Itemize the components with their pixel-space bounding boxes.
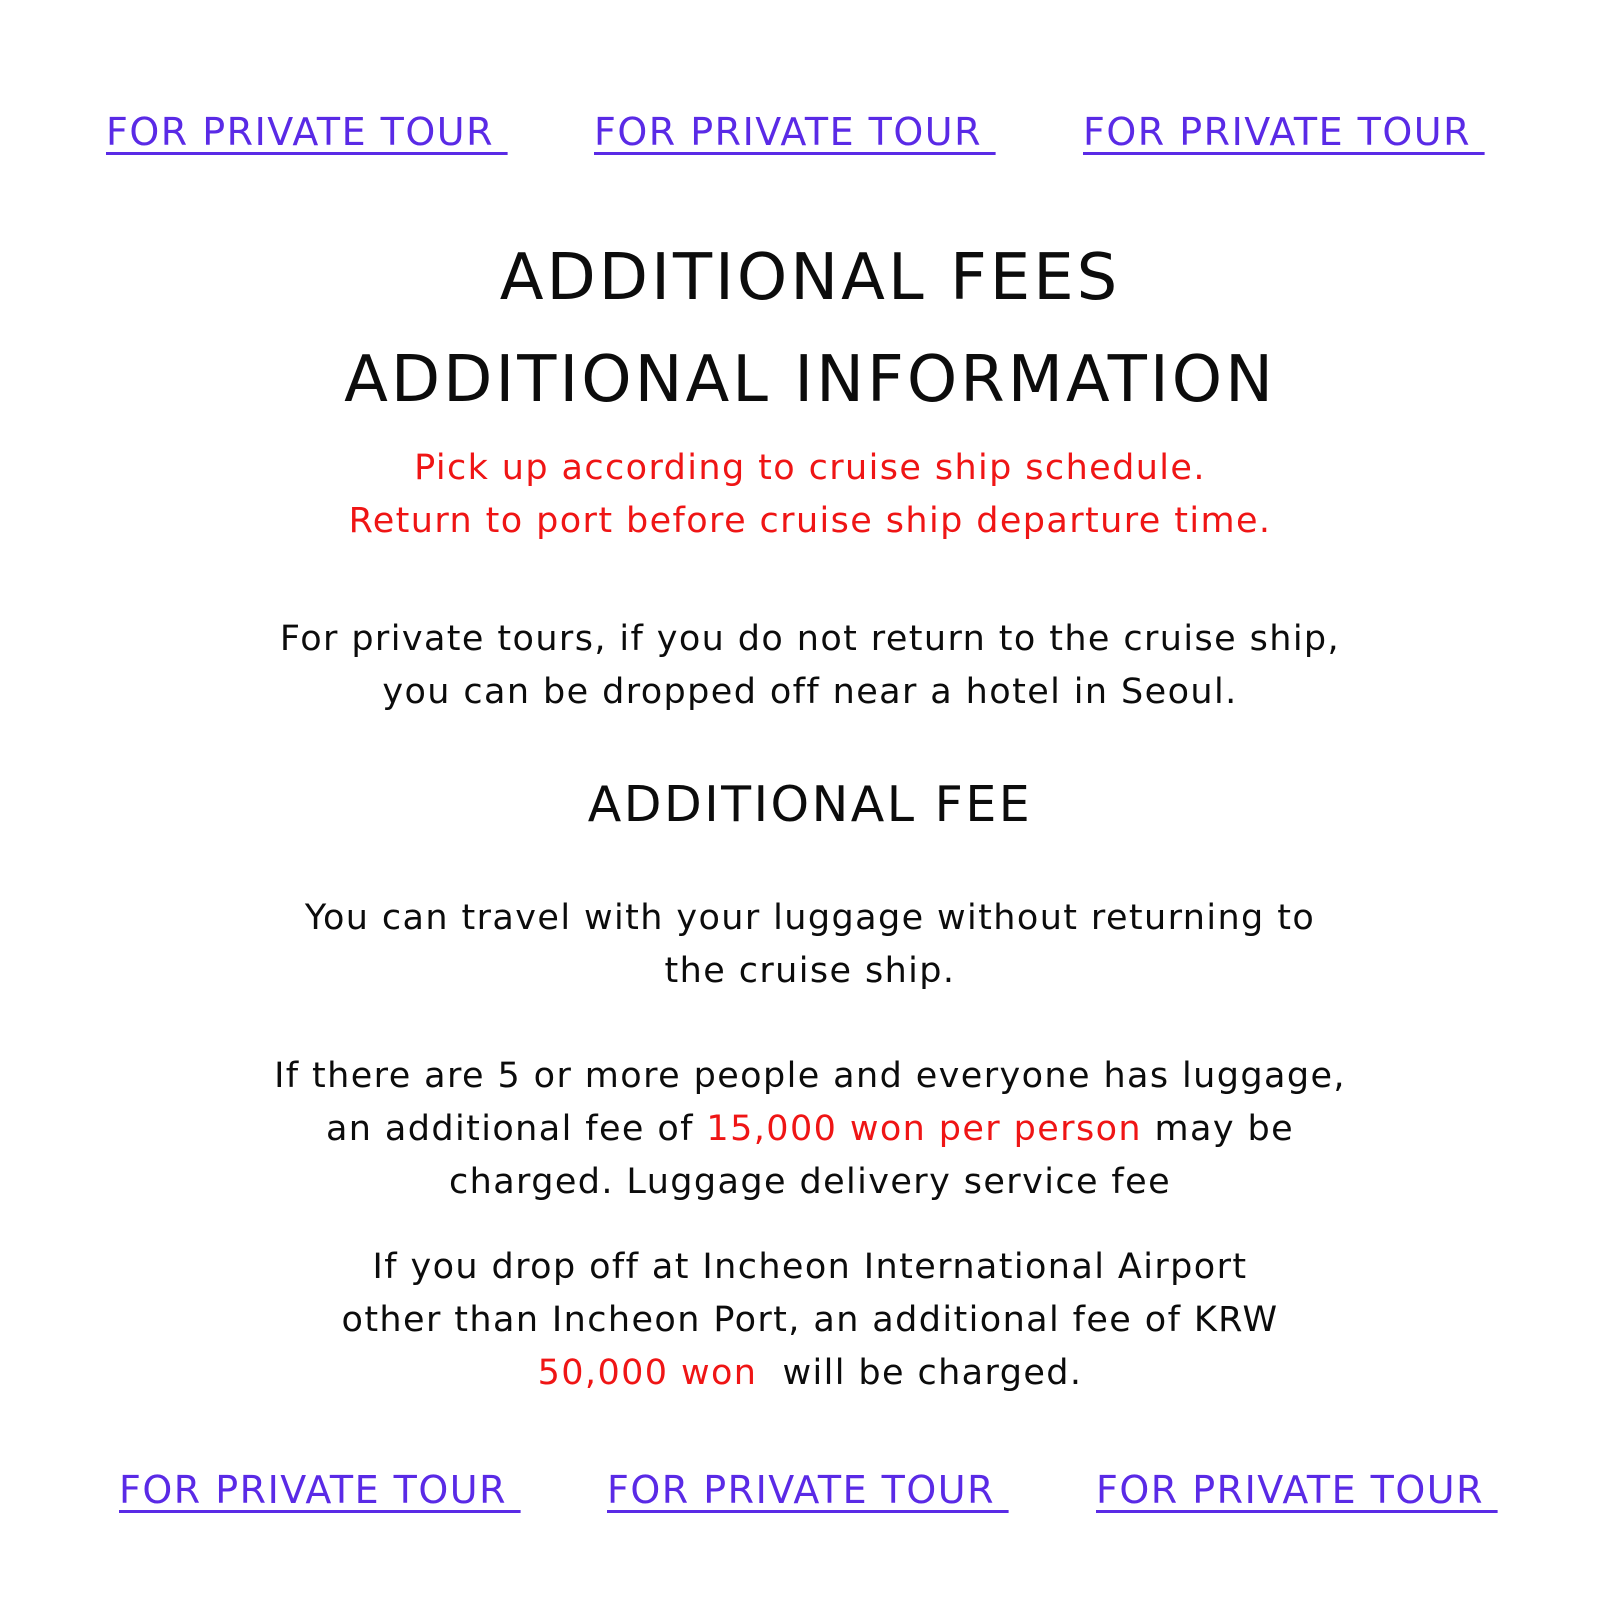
- private-tour-link-1[interactable]: FOR PRIVATE TOUR: [106, 110, 508, 154]
- group-fee-line-2-suffix: may be: [1142, 1109, 1295, 1149]
- top-link-row: [0, 110, 1620, 160]
- schedule-notice-line-2: Return to port before cruise ship departure time.: [348, 501, 1272, 541]
- airport-dropoff-fee: [0, 1241, 1620, 1400]
- luggage-info-line-2: the cruise ship.: [664, 951, 956, 991]
- airport-fee-highlight: 50,000 won: [537, 1353, 758, 1393]
- luggage-info: [0, 892, 1620, 998]
- group-luggage-fee: [0, 1050, 1620, 1209]
- bottom-link-row: [0, 1468, 1620, 1518]
- group-fee-line-2: [0, 1103, 1620, 1156]
- airport-fee-line-3: [0, 1347, 1620, 1400]
- additional-fee-heading: ADDITIONAL FEE: [587, 776, 1033, 833]
- private-tour-link-6[interactable]: FOR PRIVATE TOUR: [1096, 1468, 1498, 1512]
- airport-fee-line-3-suffix: will be charged.: [757, 1353, 1083, 1393]
- group-fee-line-2-prefix: an additional fee of: [325, 1109, 707, 1149]
- group-fee-line-1: If there are 5 or more people and everyone has luggage,: [274, 1056, 1346, 1096]
- schedule-notice: [0, 442, 1620, 548]
- group-fee-line-3: charged. Luggage delivery service fee: [448, 1162, 1172, 1202]
- page-title-information: ADDITIONAL INFORMATION: [344, 343, 1276, 417]
- private-tour-info-line-2: you can be dropped off near a hotel in Seoul.: [382, 672, 1238, 712]
- private-tour-link-5[interactable]: FOR PRIVATE TOUR: [607, 1468, 1009, 1512]
- airport-fee-line-2: other than Incheon Port, an additional fee of KRW: [341, 1300, 1279, 1340]
- luggage-info-line-1: You can travel with your luggage without returning to: [304, 898, 1316, 938]
- private-tour-link-3[interactable]: FOR PRIVATE TOUR: [1083, 110, 1485, 154]
- per-person-fee-highlight: 15,000 won per person: [706, 1109, 1142, 1149]
- private-tour-info: [0, 613, 1620, 719]
- page-title-fees: ADDITIONAL FEES: [499, 241, 1121, 315]
- airport-fee-line-1: If you drop off at Incheon International Airport: [372, 1247, 1248, 1287]
- private-tour-link-2[interactable]: FOR PRIVATE TOUR: [594, 110, 996, 154]
- schedule-notice-line-1: Pick up according to cruise ship schedule.: [414, 448, 1206, 488]
- private-tour-link-4[interactable]: FOR PRIVATE TOUR: [119, 1468, 521, 1512]
- private-tour-info-line-1: For private tours, if you do not return to the cruise ship,: [279, 619, 1341, 659]
